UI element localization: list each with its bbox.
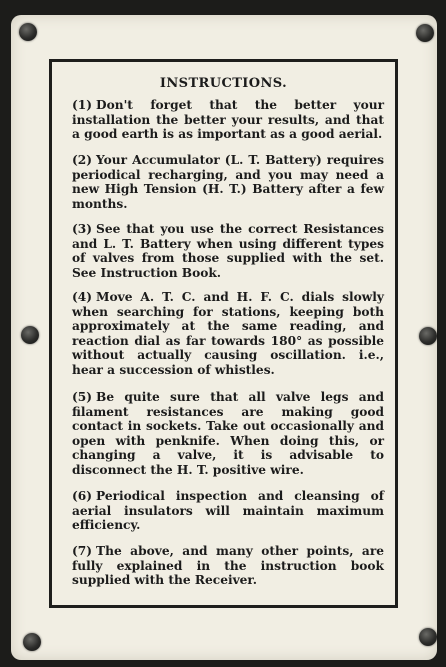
instruction-text: See that you use the correct Resistances and L. T. Battery when using different types of valves from those supplied with the set. See Instruction Book. (72, 222, 384, 280)
instruction-text: The above, and many other points, are fully explained in the instruction book supplied with the Receiver. (72, 544, 384, 588)
screw-middle-right-icon (419, 327, 437, 345)
screw-top-left-icon (19, 23, 37, 41)
instruction-number: (1) (72, 98, 93, 112)
instruction-text: Don't forget that the better your installation the better your results, and that a good earth is as important as a good aerial. (72, 98, 384, 142)
screw-top-right-icon (416, 24, 434, 42)
instruction-item-3 (72, 222, 384, 280)
screw-bottom-left-icon (23, 633, 41, 651)
instruction-number: (6) (72, 489, 93, 503)
instruction-item-7 (72, 544, 384, 588)
instruction-item-1 (72, 98, 384, 142)
instruction-text: Move A. T. C. and H. F. C. dials slowly when searching for stations, keeping both approximately at the same reading, and reaction dial as far towards 180° as possible without actually causing oscillation. i.e., hear a succession of whistles. (72, 290, 384, 377)
instruction-text: Periodical inspection and cleansing of aerial insulators will maintain maximum efficiency. (72, 489, 384, 533)
instructions-title: INSTRUCTIONS. (159, 76, 288, 91)
instruction-number: (7) (72, 544, 93, 558)
instruction-number: (3) (72, 222, 93, 236)
instruction-item-4 (72, 290, 384, 378)
instruction-number: (4) (72, 290, 93, 304)
screw-bottom-right-icon (419, 628, 437, 646)
instruction-text: Your Accumulator (L. T. Battery) requires periodical recharging, and you may need a new High Tension (H. T.) Battery after a few months. (72, 153, 384, 211)
screw-middle-left-icon (21, 326, 39, 344)
instruction-item-6 (72, 489, 384, 533)
instruction-text: Be quite sure that all valve legs and filament resistances are making good contact in sockets. Take out occasionally and open with penknife. When doing this, or changing a valve, it is advisable to disconnect the H. T. positive wire. (72, 390, 384, 477)
instruction-number: (5) (72, 390, 93, 404)
instruction-number: (2) (72, 153, 93, 167)
instruction-item-5 (72, 390, 384, 478)
instruction-item-2 (72, 153, 384, 211)
